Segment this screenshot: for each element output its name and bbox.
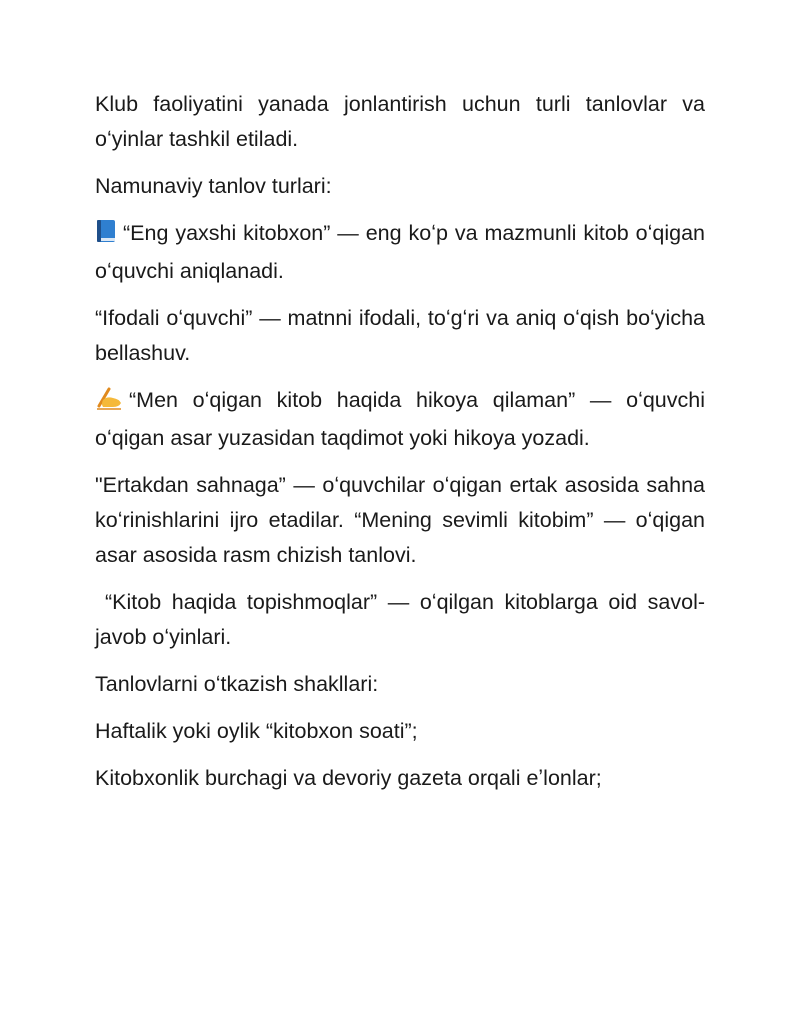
- paragraph-text: “Ifodali oʻquvchi” — matnni ifodali, toʻgʻri va aniq oʻqish boʻyicha bellashuv.: [95, 306, 705, 365]
- paragraph-story-telling: [95, 383, 705, 456]
- paragraph-fairy-tale-stage: [95, 468, 705, 573]
- paragraph-best-reader: [95, 216, 705, 289]
- paragraph-weekly-hour: [95, 714, 705, 749]
- paragraph-text: “Kitob haqida topishmoqlar” — oʻqilgan kitoblarga oid savol-javob oʻyinlari.: [95, 590, 705, 649]
- paragraph-types-heading: [95, 169, 705, 204]
- document-page: [95, 87, 705, 808]
- paragraph-text: Klub faoliyatini yanada jonlantirish uchun turli tanlovlar va oʻyinlar tashkil etiladi.: [95, 92, 705, 151]
- paragraph-text: "Ertakdan sahnaga” — oʻquvchilar oʻqigan ertak asosida sahna koʻrinishlarini ijro etadilar. “Mening sevimli kitobim” — oʻqigan asar asosida rasm chizish tanlovi.: [95, 473, 705, 567]
- paragraph-intro: [95, 87, 705, 157]
- paragraph-riddles: [95, 585, 705, 655]
- blue-book-icon: [95, 219, 117, 254]
- paragraph-corner-newspaper: [95, 761, 705, 796]
- paragraph-text: Haftalik yoki oylik “kitobxon soati”;: [95, 719, 418, 743]
- writing-hand-icon: [95, 386, 123, 421]
- paragraph-expressive-reader: [95, 301, 705, 371]
- paragraph-text: Tanlovlarni oʻtkazish shakllari:: [95, 672, 379, 696]
- paragraph-forms-heading: [95, 667, 705, 702]
- paragraph-text: Kitobxonlik burchagi va devoriy gazeta orqali eʼlonlar;: [95, 766, 602, 790]
- paragraph-text: Namunaviy tanlov turlari:: [95, 174, 332, 198]
- paragraph-text: “Eng yaxshi kitobxon” — eng koʻp va mazmunli kitob oʻqigan oʻquvchi aniqlanadi.: [95, 221, 705, 283]
- paragraph-text: “Men oʻqigan kitob haqida hikoya qilaman” — oʻquvchi oʻqigan asar yuzasidan taqdimot yoki hikoya yozadi.: [95, 388, 705, 450]
